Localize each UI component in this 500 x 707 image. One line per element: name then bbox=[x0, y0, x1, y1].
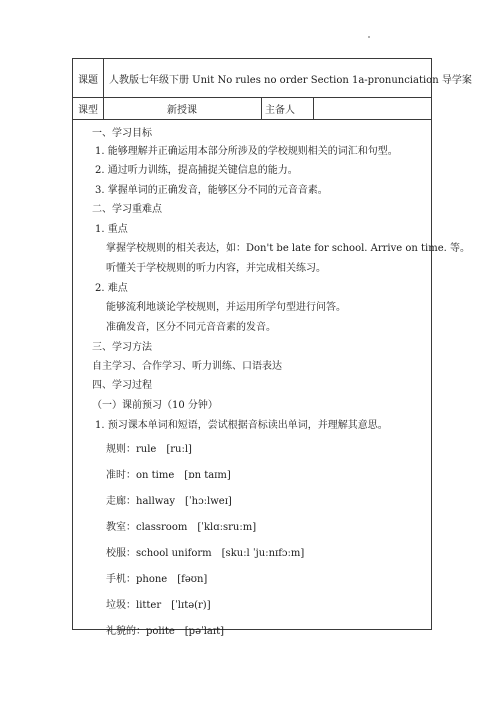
vocab-phonetic: [ruːl] bbox=[166, 444, 192, 455]
preparer-label: 主备人 bbox=[265, 104, 295, 116]
vocab-english: phone bbox=[136, 574, 168, 585]
objective-item: 2. 通过听力训练，提高捕捉关键信息的能力。 bbox=[95, 165, 298, 176]
preview-task: 1. 预习课本单词和短语，尝试根据音标读出单词，并理解其意思。 bbox=[95, 420, 388, 431]
vocab-item bbox=[106, 570, 207, 585]
difficulties-label: 2. 难点 bbox=[95, 283, 128, 294]
vocab-item bbox=[106, 544, 304, 559]
vocab-english: polite bbox=[146, 626, 175, 637]
preparer-column-divider bbox=[313, 97, 314, 119]
preview-subheading: （一）课前预习（10 分钟） bbox=[92, 400, 218, 411]
row-divider-2 bbox=[73, 119, 431, 120]
vocab-chinese: 校服： bbox=[106, 548, 136, 559]
difficulty-line: 准确发音，区分不同元音音素的发音。 bbox=[106, 322, 276, 333]
topic-label: 课题 bbox=[78, 74, 98, 86]
scan-speck bbox=[368, 36, 370, 38]
section-process-heading: 四、学习过程 bbox=[92, 380, 152, 391]
vocab-phonetic: [ˈlɪtə(r)] bbox=[171, 600, 211, 611]
lesson-plan-table bbox=[72, 58, 472, 637]
vocab-english: litter bbox=[136, 600, 162, 611]
vocab-phonetic: [fəʊn] bbox=[177, 574, 208, 585]
vocab-phonetic: [ˈhɔːlweɪ] bbox=[184, 496, 232, 507]
vocab-phonetic: [ɒn taɪm] bbox=[184, 470, 231, 481]
section-methods-heading: 三、学习方法 bbox=[92, 342, 152, 353]
vocab-item bbox=[106, 622, 224, 637]
vocab-phonetic: [ˈklɑːsruːm] bbox=[197, 522, 257, 533]
key-point-line: 掌握学校规则的相关表达，如：Don't be late for school. Arrive on time. 等。 bbox=[106, 243, 470, 254]
vocab-phonetic: [pəˈlaɪt] bbox=[184, 626, 225, 637]
vocab-english: classroom bbox=[136, 522, 188, 533]
vocab-phonetic: [skuːl ˈjuːnɪfɔːm] bbox=[221, 548, 305, 559]
vocab-chinese: 准时： bbox=[106, 470, 136, 481]
vocab-chinese: 规则： bbox=[106, 444, 136, 455]
objective-item: 1. 能够理解并正确运用本部分所涉及的学校规则相关的词汇和句型。 bbox=[95, 146, 398, 157]
key-point-line: 听懂关于学校规则的听力内容，并完成相关练习。 bbox=[106, 263, 326, 274]
vocab-chinese: 垃圾： bbox=[106, 600, 136, 611]
vocab-english: school uniform bbox=[136, 548, 212, 559]
vocab-english: rule bbox=[136, 444, 157, 455]
section-keypoints-heading: 二、学习重难点 bbox=[92, 204, 162, 215]
vocab-chinese: 教室： bbox=[106, 522, 136, 533]
objective-item: 3. 掌握单词的正确发音，能够区分不同的元音音素。 bbox=[95, 185, 328, 196]
lesson-title: 人教版七年级下册 Unit No rules no order Section 1a-pronunciation 导学案 bbox=[109, 74, 472, 86]
vocab-item bbox=[106, 492, 232, 507]
vocab-chinese: 礼貌的： bbox=[106, 626, 146, 637]
vocab-chinese: 走廊： bbox=[106, 496, 136, 507]
vocab-english: on time bbox=[136, 470, 175, 481]
section-objectives-heading: 一、学习目标 bbox=[92, 128, 152, 139]
key-points-label: 1. 重点 bbox=[95, 224, 128, 235]
vocab-item bbox=[106, 518, 256, 533]
vocab-item bbox=[106, 596, 211, 611]
type-column-divider bbox=[261, 97, 262, 119]
vocab-english: hallway bbox=[136, 496, 175, 507]
vocab-chinese: 手机： bbox=[106, 574, 136, 585]
difficulty-line: 能够流利地谈论学校规则，并运用所学句型进行问答。 bbox=[106, 302, 346, 313]
preparer-value bbox=[319, 97, 429, 119]
vocab-item bbox=[106, 440, 192, 455]
methods-text: 自主学习、合作学习、听力训练、口语表达 bbox=[92, 361, 282, 372]
vocab-item bbox=[106, 466, 231, 481]
type-label: 课型 bbox=[78, 104, 98, 116]
lesson-type: 新授课 bbox=[167, 104, 197, 116]
